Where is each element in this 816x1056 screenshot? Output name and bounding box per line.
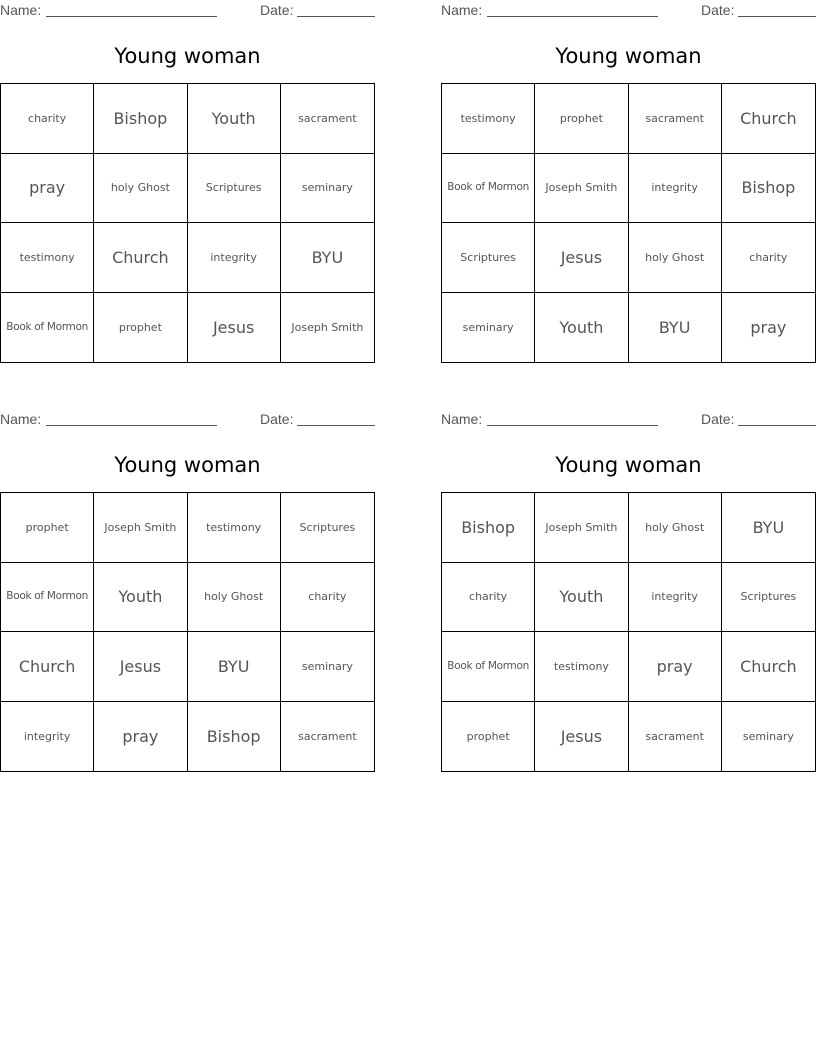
name-field-line[interactable] (46, 16, 217, 17)
date-field-line[interactable] (738, 425, 816, 426)
date-field-line[interactable] (738, 16, 816, 17)
bingo-cell[interactable]: Bishop (188, 702, 281, 772)
bingo-cell[interactable]: pray (94, 702, 187, 772)
card-header (441, 2, 816, 20)
bingo-cell[interactable]: seminary (742, 729, 794, 743)
card-title: Young woman (555, 453, 702, 477)
bingo-cell[interactable]: holy Ghost (629, 223, 722, 293)
bingo-cell[interactable]: BYU (188, 632, 281, 702)
bingo-cell[interactable]: Book of Mormon (1, 293, 94, 363)
bingo-cell[interactable]: Book of Mormon (1, 563, 94, 633)
bingo-cell[interactable]: seminary (442, 293, 535, 363)
bingo-cell[interactable]: Scriptures (281, 493, 374, 563)
bingo-cell[interactable]: testimony (442, 84, 535, 154)
bingo-cell[interactable]: Joseph Smith (535, 154, 628, 224)
bingo-cell[interactable]: Youth (94, 563, 187, 633)
bingo-cell[interactable]: Joseph Smith (535, 493, 628, 563)
bingo-card-1 (0, 0, 375, 363)
card-header (0, 411, 375, 429)
bingo-cell[interactable]: testimony (188, 493, 281, 563)
bingo-grid (0, 492, 375, 772)
bingo-cell[interactable]: Jesus (94, 632, 187, 702)
date-label: Date: (701, 2, 735, 18)
bingo-cell[interactable]: Church (1, 632, 94, 702)
bingo-cell[interactable]: Joseph Smith (291, 320, 364, 334)
bingo-cell[interactable]: testimony (1, 223, 94, 293)
bingo-cell[interactable]: integrity (188, 223, 281, 293)
bingo-cell[interactable]: holy Ghost (629, 493, 722, 563)
bingo-cell[interactable]: integrity (629, 563, 722, 633)
date-field-line[interactable] (297, 425, 375, 426)
name-field-line[interactable] (487, 16, 658, 17)
card-header (441, 411, 816, 429)
bingo-cell[interactable]: Joseph Smith (94, 493, 187, 563)
bingo-cell[interactable]: Church (94, 223, 187, 293)
date-label: Date: (260, 411, 294, 427)
bingo-cell[interactable]: sacrament (298, 729, 357, 743)
bingo-cell[interactable]: charity (281, 563, 374, 633)
bingo-cell[interactable]: Church (722, 84, 815, 154)
bingo-grid (441, 83, 816, 363)
bingo-cell[interactable]: Youth (535, 293, 628, 363)
bingo-cell[interactable]: Book of Mormon (442, 154, 535, 224)
bingo-cell[interactable]: Jesus (535, 702, 628, 772)
bingo-cell[interactable]: holy Ghost (94, 154, 187, 224)
bingo-grid (441, 492, 816, 772)
bingo-cell[interactable]: charity (1, 84, 94, 154)
bingo-cell[interactable]: charity (442, 563, 535, 633)
bingo-cell[interactable]: Scriptures (442, 223, 535, 293)
bingo-cell[interactable]: prophet (94, 293, 187, 363)
bingo-cell[interactable]: Church (722, 632, 815, 702)
name-field-line[interactable] (487, 425, 658, 426)
bingo-cell[interactable]: Youth (535, 563, 628, 633)
bingo-cell[interactable]: pray (629, 632, 722, 702)
name-label: Name: (441, 411, 483, 427)
card-title: Young woman (114, 44, 261, 68)
bingo-cell[interactable]: Scriptures (188, 154, 281, 224)
name-field-line[interactable] (46, 425, 217, 426)
bingo-cell[interactable]: testimony (535, 632, 628, 702)
date-label: Date: (260, 2, 294, 18)
card-title: Young woman (555, 44, 702, 68)
bingo-grid (0, 83, 375, 363)
bingo-cell[interactable]: sacrament (629, 702, 722, 772)
bingo-cell[interactable]: seminary (281, 154, 374, 224)
bingo-cell[interactable]: Bishop (442, 493, 535, 563)
bingo-cell[interactable]: Book of Mormon (442, 632, 535, 702)
bingo-cell[interactable]: seminary (281, 632, 374, 702)
date-label: Date: (701, 411, 735, 427)
bingo-card-3 (0, 409, 375, 772)
bingo-cell[interactable]: sacrament (629, 84, 722, 154)
name-label: Name: (0, 411, 42, 427)
bingo-cell[interactable]: pray (750, 317, 787, 337)
bingo-cell[interactable]: charity (722, 223, 815, 293)
bingo-cell[interactable]: pray (1, 154, 94, 224)
name-label: Name: (441, 2, 483, 18)
bingo-cell[interactable]: Bishop (94, 84, 187, 154)
bingo-cell[interactable]: BYU (722, 493, 815, 563)
bingo-card-2 (441, 0, 816, 363)
date-field-line[interactable] (297, 16, 375, 17)
card-header (0, 2, 375, 20)
bingo-cell[interactable]: Jesus (535, 223, 628, 293)
bingo-cell[interactable]: Youth (188, 84, 281, 154)
bingo-cell[interactable]: Jesus (188, 293, 281, 363)
name-label: Name: (0, 2, 42, 18)
bingo-cell[interactable]: BYU (629, 293, 722, 363)
bingo-cell[interactable]: Scriptures (722, 563, 815, 633)
bingo-cell[interactable]: prophet (1, 493, 94, 563)
bingo-cell[interactable]: prophet (442, 702, 535, 772)
bingo-cell[interactable]: holy Ghost (188, 563, 281, 633)
bingo-cell[interactable]: prophet (535, 84, 628, 154)
bingo-card-4 (441, 409, 816, 772)
bingo-cell[interactable]: BYU (281, 223, 374, 293)
bingo-cell[interactable]: integrity (1, 702, 94, 772)
card-title: Young woman (114, 453, 261, 477)
bingo-cell[interactable]: Bishop (722, 154, 815, 224)
bingo-cell[interactable]: sacrament (281, 84, 374, 154)
bingo-cell[interactable]: integrity (629, 154, 722, 224)
